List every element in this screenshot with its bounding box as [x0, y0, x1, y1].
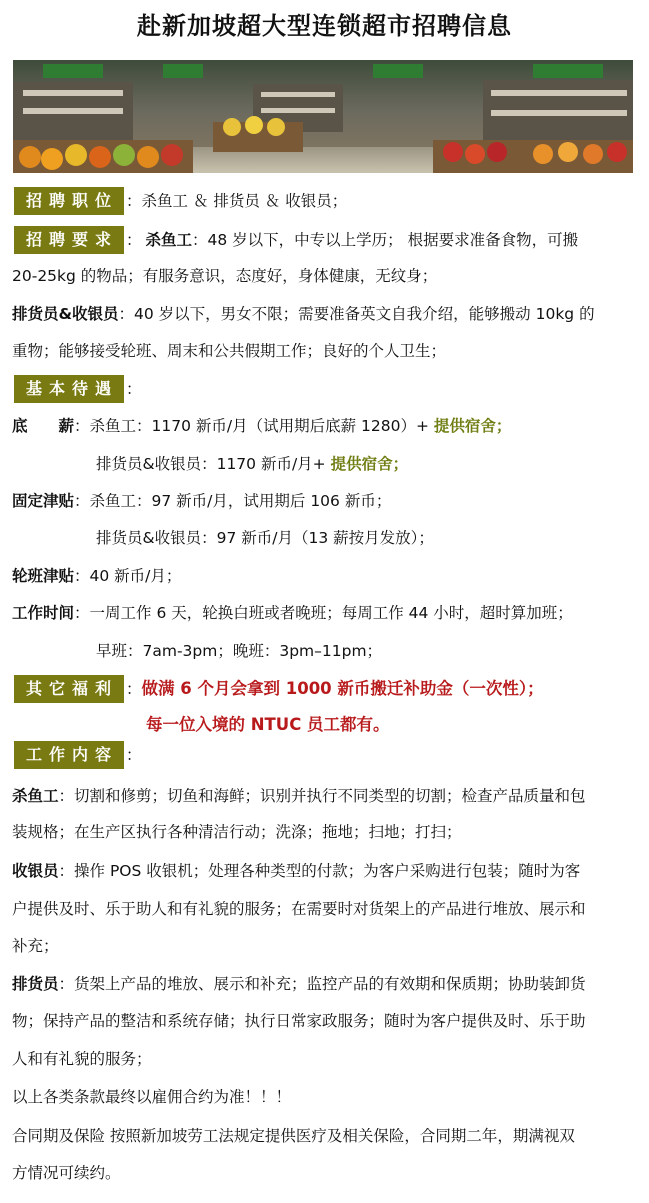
- allowance-stock: 排货员&收银员：97 新币/月（13 薪按月发放）；: [96, 529, 434, 547]
- base-salary-stock-dorm: 提供宿舍；: [330, 455, 409, 473]
- contract-text-2: 方情况可续约。: [12, 1164, 121, 1182]
- requirements-colon: ：: [126, 231, 142, 249]
- duties-fish-text-1: ：切割和修剪；切鱼和海鲜；识别并执行不同类型的切割；检查产品质量和包: [58, 787, 586, 805]
- duties-fish-line-1: [12, 786, 586, 806]
- duties-cashier-line-1: [12, 861, 580, 881]
- positions-colon: ：: [126, 192, 142, 210]
- positions-line: [126, 191, 347, 211]
- base-salary-stock: 排货员&收银员：1170 新币/月+: [96, 455, 331, 473]
- duties-cashier-label: 收银员: [12, 862, 59, 880]
- other-text-1: 做满 6 个月会拿到 1000 新币搬迁补助金（一次性）；: [141, 679, 544, 698]
- base-salary-fish-dorm: 提供宿舍；: [433, 417, 512, 435]
- duties-fish-label: 杀鱼工: [12, 787, 59, 805]
- page-title: 赴新加坡超大型连锁超市招聘信息: [137, 12, 512, 40]
- duties-stock-line-1: [12, 974, 586, 994]
- hours-shifts: 早班：7am-3pm；晚班：3pm–11pm；: [96, 642, 383, 660]
- duties-colon: ：: [126, 746, 142, 764]
- base-salary-label: 底 薪: [12, 417, 75, 435]
- duties-stock-label: 排货员: [12, 975, 59, 993]
- supermarket-banner-image: [13, 60, 633, 173]
- duties-cashier-text-2: 户提供及时、乐于助人和有礼貌的服务；在需要时对货架上的产品进行堆放、展示和: [12, 900, 586, 918]
- section-tag-requirements: 招聘要求: [14, 226, 124, 254]
- shift-allowance-text: ：40 新币/月；: [74, 567, 182, 585]
- base-salary-fish: ：杀鱼工：1170 新币/月（试用期后底薪 1280）+: [74, 417, 434, 435]
- requirements-stock-text-2: 重物；能够接受轮班、周末和公共假期工作；良好的个人卫生；: [12, 342, 447, 360]
- duties-stock-text-1: ：货架上产品的堆放、展示和补充；监控产品的有效期和保质期；协助装卸货: [58, 975, 586, 993]
- requirements-fish-text-2: 20-25kg 的物品；有服务意识，态度好，身体健康，无纹身；: [12, 267, 438, 285]
- duties-fish-text-2: 装规格；在生产区执行各种清洁行动；洗涤；拖地；扫地；打扫；: [12, 823, 462, 841]
- section-tag-duties: 工作内容: [14, 741, 124, 769]
- allowance-fish: ：杀鱼工：97 新币/月，试用期后 106 新币；: [74, 492, 392, 510]
- positions-text: 杀鱼工 ＆ 排货员 ＆ 收银员；: [141, 192, 348, 210]
- allowance-label: 固定津贴: [12, 492, 75, 510]
- hours-label: 工作时间: [12, 604, 75, 622]
- duties-cashier-text-3: 补充；: [12, 937, 59, 955]
- benefits-colon: ：: [126, 380, 142, 398]
- hours-text: ：一周工作 6 天，轮换白班或者晚班；每周工作 44 小时，超时算加班；: [74, 604, 573, 622]
- other-colon: ：: [126, 680, 142, 698]
- terms-note: 以上各类条款最终以雇佣合约为准！！！: [12, 1088, 292, 1106]
- section-tag-other: 其它福利: [14, 675, 124, 703]
- section-tag-positions: 招聘职位: [14, 187, 124, 215]
- section-tag-benefits: 基本待遇: [14, 375, 124, 403]
- requirements-fish-label: 杀鱼工: [145, 231, 193, 249]
- shift-allowance-line: [12, 566, 181, 586]
- contract-text-1: 合同期及保险 按照新加坡劳工法规定提供医疗及相关保险，合同期二年，期满视双: [12, 1127, 575, 1145]
- base-salary-line: [12, 416, 511, 436]
- allowance-line: [12, 491, 391, 511]
- other-line-1: [126, 679, 544, 699]
- requirements-fish-line-1: [126, 230, 578, 250]
- requirements-fish-text-1: ：48 岁以下，中专以上学历； 根据要求准备食物，可搬: [192, 231, 579, 249]
- base-salary-stock-line: [96, 454, 408, 474]
- other-text-2: 每一位入境的 NTUC 员工都有。: [146, 715, 390, 734]
- duties-stock-text-3: 人和有礼貌的服务；: [12, 1050, 152, 1068]
- shift-allowance-label: 轮班津贴: [12, 567, 75, 585]
- duties-stock-text-2: 物；保持产品的整洁和系统存储；执行日常家政服务；随时为客户提供及时、乐于助: [12, 1012, 586, 1030]
- requirements-stock-label: 排货员&收银员: [12, 305, 119, 323]
- requirements-stock-text-1: ：40 岁以下，男女不限；需要准备英文自我介绍，能够搬动 10kg 的: [118, 305, 595, 323]
- duties-cashier-text-1: ：操作 POS 收银机；处理各种类型的付款；为客户采购进行包装；随时为客: [58, 862, 581, 880]
- requirements-stock-line-1: [12, 304, 595, 324]
- hours-line: [12, 603, 573, 623]
